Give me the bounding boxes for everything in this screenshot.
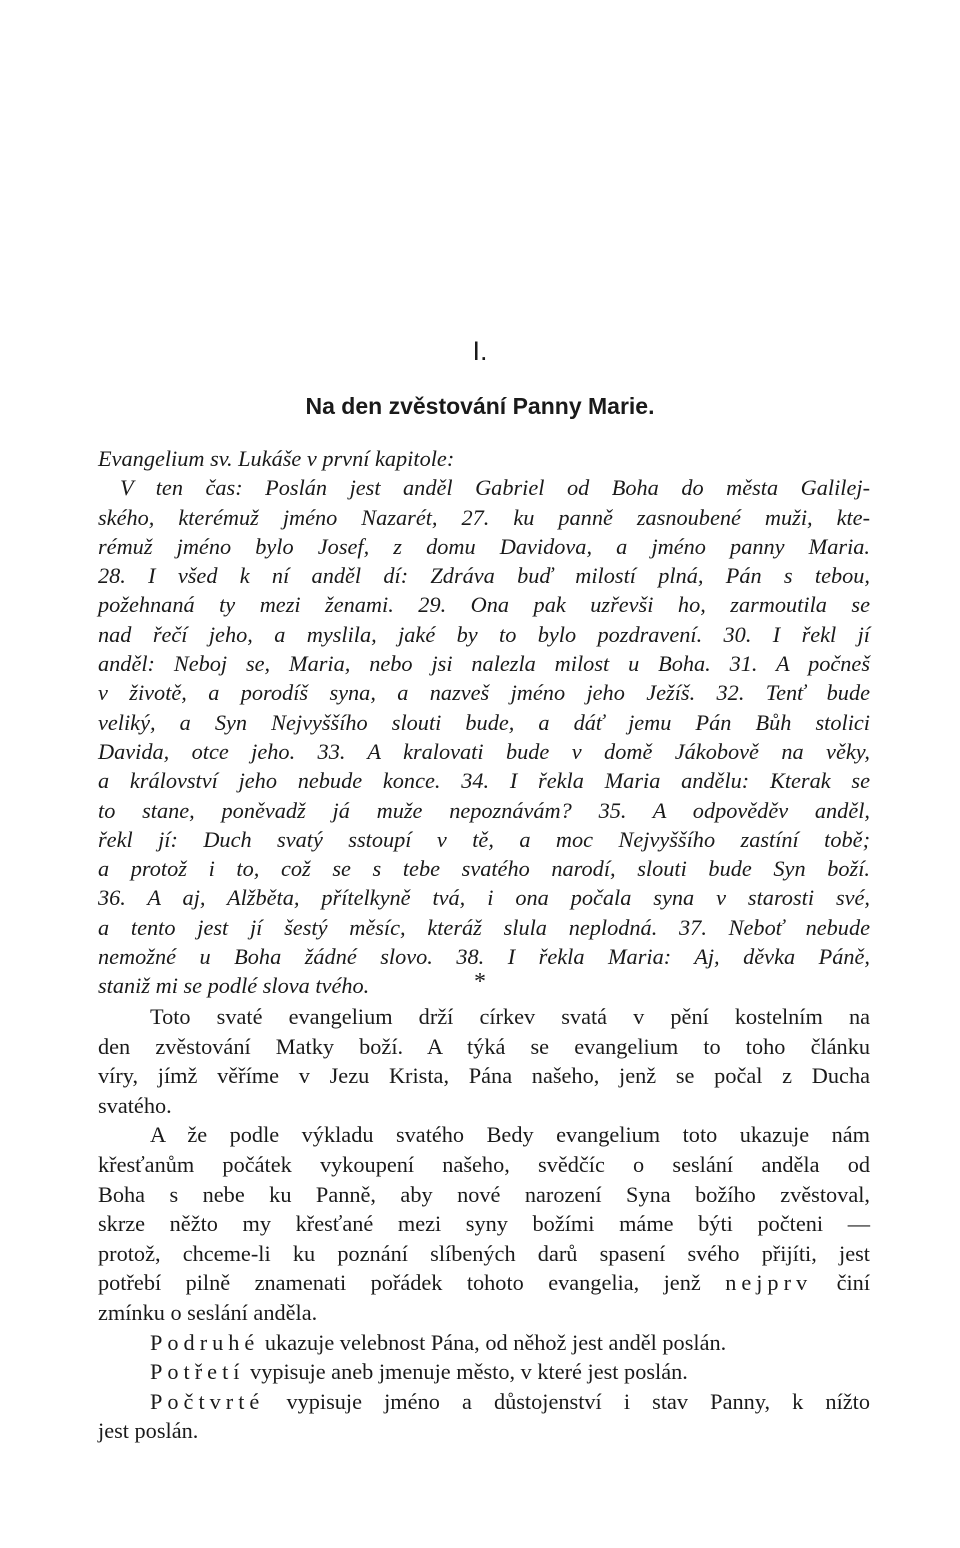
commentary-line [98, 1357, 870, 1387]
gospel-line: veliký, a Syn Nejvyššího slouti bude, a dáť jemu Pán Bůh stolici [98, 709, 870, 735]
gospel-line: řekl jí: Duch svatý sstoupí v tě, a moc Nejvyššího zastíní tobě; [98, 826, 870, 852]
commentary-line: křesťanům počátek vykoupení našeho, svědčíc o seslání anděla od [98, 1151, 870, 1177]
commentary-line [98, 1268, 870, 1298]
gospel-line: nad řečí jeho, a myslila, jaké by to bylo pozdravení. 30. I řekl jí [98, 621, 870, 647]
commentary-line: Boha s nebe ku Panně, aby nové narození Syna božího zvěstoval, [98, 1181, 870, 1207]
gospel-heading: Evangelium sv. Lukáše v první kapitole: [98, 446, 455, 471]
commentary-fragment: vypisuje jméno a důstojenství i stav Panny, k nížto [286, 1388, 871, 1414]
emphasis-word: Podruhé [150, 1329, 260, 1355]
commentary-line: A že podle výkladu svatého Bedy evangelium toto ukazuje nám [150, 1122, 870, 1148]
commentary-fragment: vypisuje aneb jmenuje město, v které jest poslán. [250, 1359, 688, 1385]
gospel-line: staniž mi se podlé slova tvého. [98, 973, 370, 999]
gospel-line: v životě, a porodíš syna, a nazveš jméno jeho Ježíš. 32. Tenť bude [98, 680, 870, 706]
emphasis-word: Počtvrté [150, 1388, 265, 1414]
section-separator: * [474, 969, 486, 995]
gospel-line: ského, kterémuž jméno Nazarét, 27. ku panně zasnoubené muži, kte- [98, 504, 870, 530]
commentary-line: Toto svaté evangelium drží církev svatá v pění kostelním na [150, 1004, 870, 1029]
commentary-line: zmínku o seslání anděla. [98, 1299, 318, 1325]
gospel-line: to stane, poněvadž já muže nepoznávám? 35. A odpověděv anděl, [98, 797, 870, 823]
commentary-line: skrze něžto my křesťané mezi syny božími máme býti počteni — [98, 1211, 870, 1237]
emphasis-word: nejprv [725, 1270, 813, 1296]
chapter-title: Na den zvěstování Panny Marie. [305, 393, 655, 419]
commentary-line: jest poslán. [98, 1418, 199, 1444]
commentary-fragment: činí [836, 1270, 871, 1296]
commentary-fragment: potřebí pilně znamenati pořádek tohoto evangelia, jenž [98, 1270, 701, 1296]
commentary-line [98, 1387, 870, 1417]
commentary-line: víry, jímž věříme v Jezu Krista, Pána našeho, jenž se počal z Ducha [98, 1063, 870, 1089]
chapter-number: I. [472, 336, 488, 366]
gospel-line: Davida, otce jeho. 33. A kralovati bude v domě Jákobově na věky, [98, 738, 870, 764]
gospel-passage [98, 444, 870, 1001]
gospel-line: a tento jest jí šestý měsíc, kteráž slula neplodná. 37. Neboť nebude [98, 914, 870, 940]
gospel-line: 28. I všed k ní anděl dí: Zdrávа buď milostí plná, Pán s tebou, [98, 563, 870, 589]
commentary-line: protož, chceme-li ku poznání slíbených darů spasení svého přijíti, jest [98, 1240, 870, 1266]
commentary-line: den zvěstování Matky boží. A týká se evangelium to toho článku [98, 1033, 870, 1059]
gospel-line: požehnaná ty mezi ženami. 29. Ona pak uzřevši ho, zarmoutila se [98, 592, 870, 618]
commentary-fragment: ukazuje velebnost Pána, od něhož jest anděl poslán. [264, 1329, 727, 1355]
gospel-line: nemožné u Boha žádné slovo. 38. I řekla Maria: Aj, děvka Páně, [98, 944, 870, 970]
commentary-line [98, 1328, 870, 1358]
gospel-line: V ten čas: Poslán jest anděl Gabriel od Boha do města Galilej- [120, 475, 870, 501]
emphasis-word: Potřetí [150, 1359, 245, 1385]
gospel-line: a království jeho nebude konce. 34. I řekla Maria andělu: Kterak se [98, 768, 870, 794]
gospel-line: anděl: Neboj se, Maria, nebo jsi nalezla milost u Boha. 31. A počneš [98, 651, 870, 677]
gospel-line: rémuž jméno bylo Josef, z domu Davidova, a jméno panny Maria. [98, 533, 870, 559]
commentary-line: svatého. [98, 1092, 172, 1118]
gospel-line: 36. A aj, Alžběta, přítelkyně tvá, i ona počala syna v starosti své, [98, 885, 870, 911]
gospel-line: a protož i to, což se s tebe svatého narodí, slouti bude Syn boží. [98, 856, 870, 882]
commentary-text [98, 1002, 870, 1446]
